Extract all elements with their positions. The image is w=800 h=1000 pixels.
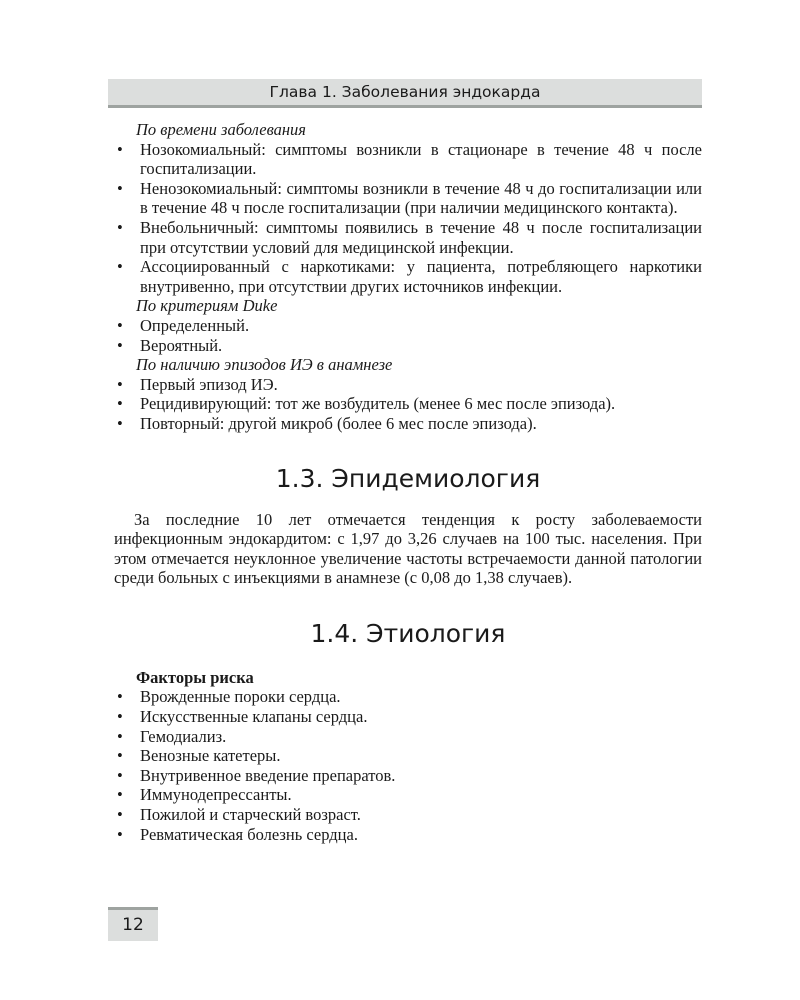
list-item: • Венозные катетеры.	[114, 746, 702, 766]
list-duke	[114, 316, 702, 355]
subheading-history: По наличию эпизодов ИЭ в анамнезе	[136, 355, 393, 375]
subheading-duke: По критериям Duke	[136, 296, 278, 316]
list-item: • Нозокомиальный: симптомы возникли в стационаре в течение 48 ч после госпитализации.	[114, 140, 702, 179]
list-item: • Врожденные пороки сердца.	[114, 687, 702, 707]
list-item: • Ассоциированный с наркотиками: у пациента, потребляющего наркотики внутривенно, при отсутствии других источников инфекции.	[114, 257, 702, 296]
subheading-risk-factors: Факторы риска	[136, 667, 254, 687]
section-title-epidemiology: 1.3. Эпидемиология	[275, 463, 541, 493]
list-item: • Внебольничный: симптомы появились в течение 48 ч после госпитализации при отсутствии условий для медицинской инфекции.	[114, 218, 702, 257]
list-item: • Пожилой и старческий возраст.	[114, 805, 702, 825]
page-number: 12	[108, 907, 158, 941]
list-item: • Гемодиализ.	[114, 727, 702, 747]
list-item: • Искусственные клапаны сердца.	[114, 707, 702, 727]
list-time	[114, 140, 702, 297]
list-item: • Внутривенное введение препаратов.	[114, 766, 702, 786]
subheading-time: По времени заболевания	[136, 120, 306, 139]
list-item: • Вероятный.	[114, 336, 702, 356]
list-item: • Ненозокомиальный: симптомы возникли в течение 48 ч до госпитализации или в течение 48 ч после госпитализации (при наличии медицинского контакта).	[114, 179, 702, 218]
list-item: • Рецидивирующий: тот же возбудитель (менее 6 мес после эпизода).	[114, 394, 702, 414]
list-item: • Иммунодепрессанты.	[114, 785, 702, 805]
epidemiology-paragraph: За последние 10 лет отмечается тенденция к росту заболеваемости инфекционным эндокардитом: с 1,97 до 3,26 случаев на 100 тыс. населения. При этом отмечается неуклонное увеличение частоты встречаемости данной патологии среди больных с инъекциями в анамнезе (с 0,08 до 1,38 случаев).	[114, 509, 702, 588]
section-title-etiology: 1.4. Этиология	[310, 618, 506, 648]
running-header: Глава 1. Заболевания эндокарда	[108, 79, 702, 108]
list-item: • Ревматическая болезнь сердца.	[114, 825, 702, 845]
list-item: • Первый эпизод ИЭ.	[114, 375, 702, 395]
list-risk-factors	[114, 687, 702, 844]
list-item: • Повторный: другой микроб (более 6 мес после эпизода).	[114, 414, 702, 434]
list-history	[114, 375, 702, 434]
page-content	[114, 120, 702, 844]
list-item: • Определенный.	[114, 316, 702, 336]
